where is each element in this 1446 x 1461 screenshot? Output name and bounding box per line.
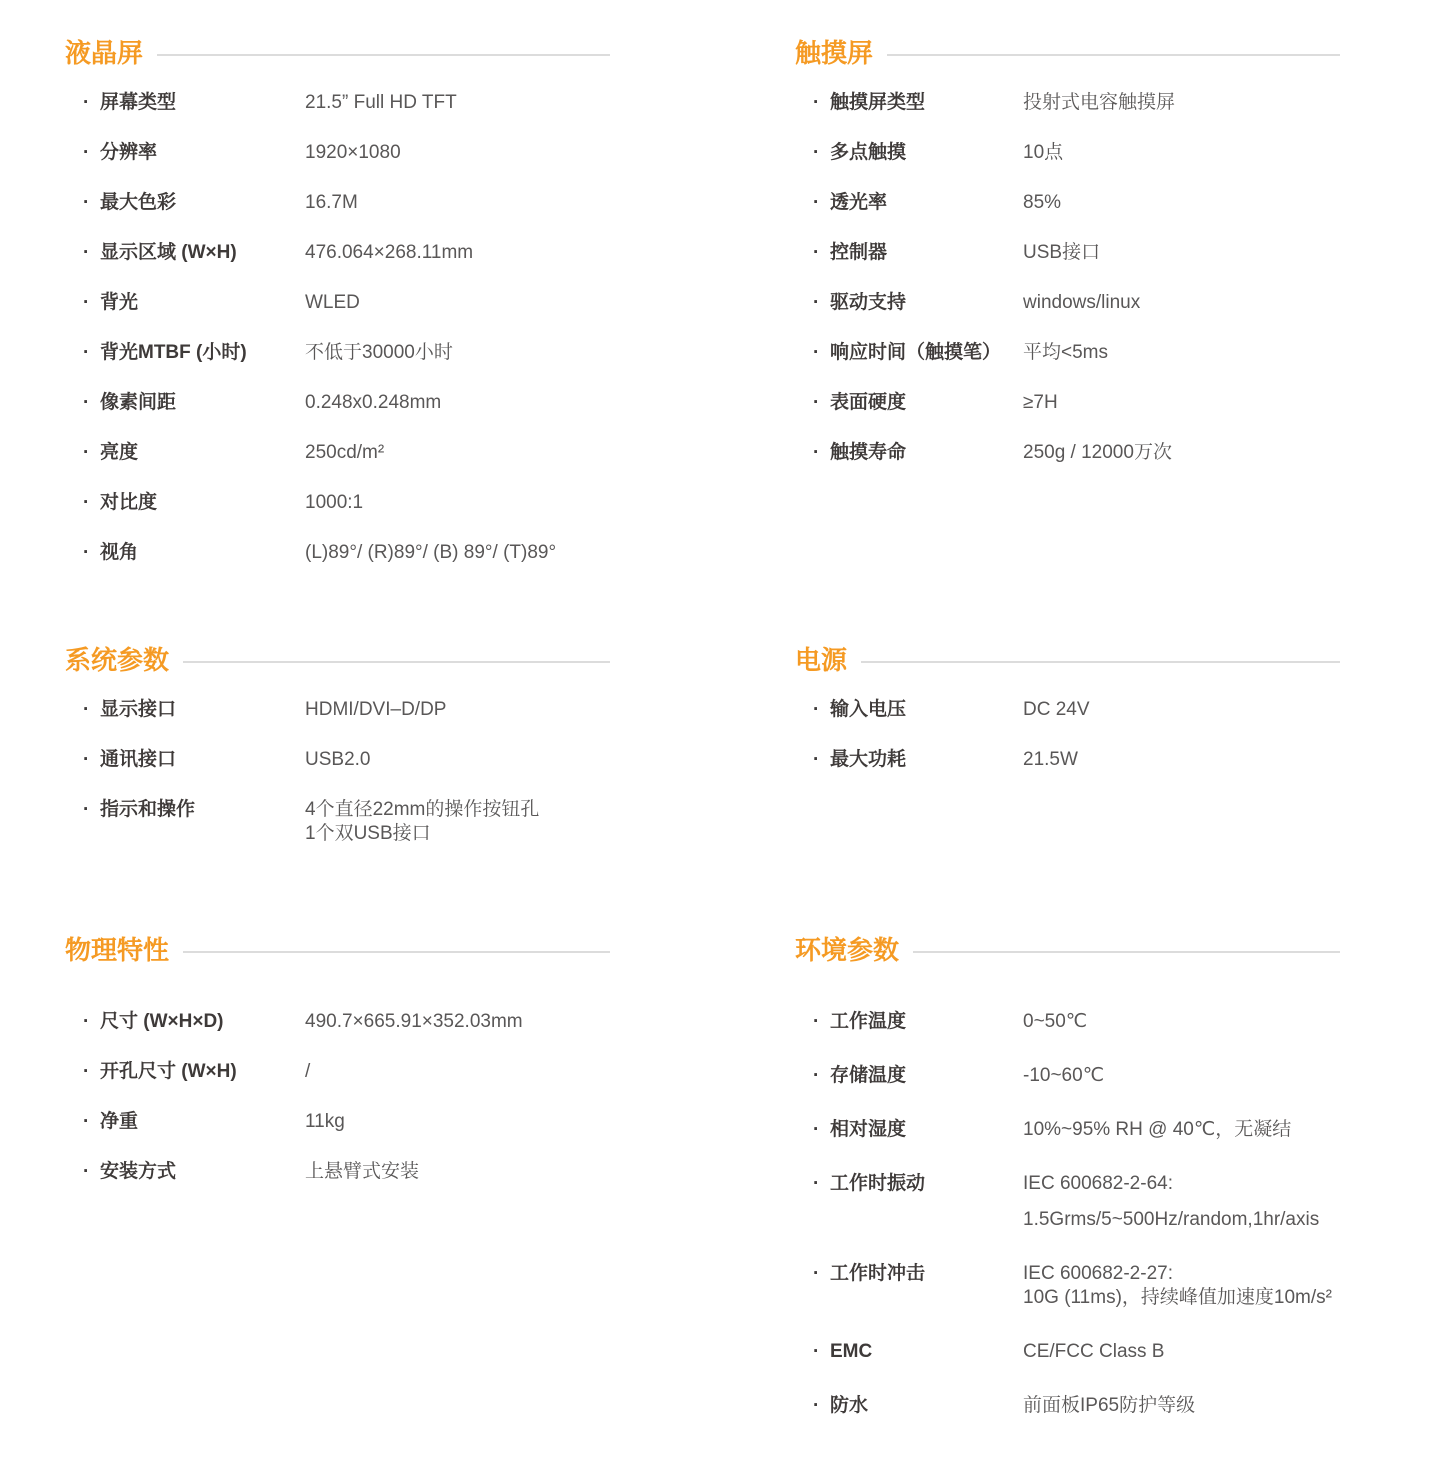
spec-row <box>795 242 1340 266</box>
spec-label: 驱动支持 <box>830 292 907 313</box>
bullet-icon: · <box>813 749 820 770</box>
spec-value-line: 前面板IP65防护等级 <box>1023 1395 1196 1416</box>
spec-value <box>1023 1119 1340 1143</box>
bullet-icon: · <box>813 292 820 313</box>
spec-row <box>795 342 1340 366</box>
bullet-icon: · <box>813 342 820 363</box>
divider-line <box>183 661 610 663</box>
bullet-icon: · <box>813 1011 820 1032</box>
spec-value-line: 1920×1080 <box>305 142 401 163</box>
spec-value <box>305 799 610 847</box>
spec-value <box>305 1011 610 1035</box>
spec-row <box>65 142 610 166</box>
spec-label: 安装方式 <box>100 1161 177 1182</box>
spec-value <box>305 242 610 266</box>
section-power <box>795 645 1340 799</box>
spec-value-line: 4个直径22mm的操作按钮孔 <box>305 799 540 820</box>
spec-value-line: 平均<5ms <box>1023 342 1108 363</box>
spec-row <box>65 799 610 847</box>
spec-value-line: 10点 <box>1023 142 1064 163</box>
spec-label: 亮度 <box>100 442 139 463</box>
spec-label: 触摸屏类型 <box>830 92 926 113</box>
spec-row <box>795 1395 1340 1419</box>
spec-label: 工作时冲击 <box>830 1263 926 1284</box>
section-header <box>65 645 610 675</box>
section-header <box>65 935 610 965</box>
divider-line <box>157 54 610 56</box>
section-title: 触摸屏 <box>795 38 874 68</box>
spec-value <box>1023 192 1340 216</box>
spec-value <box>1023 242 1340 266</box>
spec-row <box>65 192 610 216</box>
spec-value-line: WLED <box>305 292 360 313</box>
section-title: 液晶屏 <box>65 38 144 68</box>
bullet-icon: · <box>83 1161 90 1182</box>
spec-value-line: 490.7×665.91×352.03mm <box>305 1011 523 1032</box>
spec-label: 开孔尺寸 (W×H) <box>100 1061 237 1082</box>
bullet-icon: · <box>813 1119 820 1140</box>
bullet-icon: · <box>83 799 90 820</box>
divider-line <box>913 951 1340 953</box>
spec-row <box>795 749 1340 773</box>
bullet-icon: · <box>813 192 820 213</box>
bullet-icon: · <box>83 1111 90 1132</box>
spec-value <box>1023 699 1340 723</box>
spec-label: 指示和操作 <box>100 799 196 820</box>
spec-value <box>305 1061 610 1085</box>
spec-row <box>795 442 1340 466</box>
spec-value <box>1023 142 1340 166</box>
spec-value <box>1023 1263 1340 1311</box>
spec-row <box>795 1011 1340 1035</box>
spec-label: 相对湿度 <box>830 1119 907 1140</box>
section-title: 电源 <box>795 645 848 675</box>
spec-value-line: 10%~95% RH @ 40℃，无凝结 <box>1023 1119 1292 1140</box>
spec-value-line: IEC 600682-2-27: <box>1023 1263 1173 1284</box>
spec-value-line: DC 24V <box>1023 699 1090 720</box>
section-header <box>795 645 1340 675</box>
spec-row <box>795 699 1340 723</box>
spec-row <box>795 1341 1340 1365</box>
spec-label: 响应时间（触摸笔） <box>830 342 1002 363</box>
spec-value-line: 21.5” Full HD TFT <box>305 92 457 113</box>
spec-value-line: IEC 600682-2-64: <box>1023 1173 1173 1194</box>
spec-value-line: 476.064×268.11mm <box>305 242 474 263</box>
spec-label: 显示接口 <box>100 699 177 720</box>
spec-row <box>795 92 1340 116</box>
bullet-icon: · <box>83 242 90 263</box>
spec-label: 尺寸 (W×H×D) <box>100 1011 224 1032</box>
spec-value-line: 21.5W <box>1023 749 1078 770</box>
spec-label: 表面硬度 <box>830 392 907 413</box>
spec-row <box>795 292 1340 316</box>
spec-label: 背光MTBF (小时) <box>100 342 247 363</box>
spec-label: 通讯接口 <box>100 749 177 770</box>
spec-label: 净重 <box>100 1111 139 1132</box>
section-env <box>795 935 1340 1449</box>
spec-row <box>65 442 610 466</box>
spec-row <box>65 242 610 266</box>
spec-value-line: 85% <box>1023 192 1062 213</box>
spec-value <box>1023 1011 1340 1035</box>
spec-value <box>305 292 610 316</box>
spec-label: 对比度 <box>100 492 158 513</box>
spec-label: 最大功耗 <box>830 749 907 770</box>
spec-value-line: 16.7M <box>305 192 358 213</box>
spec-value <box>1023 342 1340 366</box>
spec-value <box>305 92 610 116</box>
spec-value <box>305 142 610 166</box>
bullet-icon: · <box>813 242 820 263</box>
bullet-icon: · <box>83 142 90 163</box>
section-touch <box>795 38 1340 492</box>
spec-row <box>65 749 610 773</box>
spec-value <box>305 342 610 366</box>
spec-value <box>1023 392 1340 416</box>
spec-value-line: 250g / 12000万次 <box>1023 442 1172 463</box>
spec-row <box>65 1061 610 1085</box>
spec-row <box>65 292 610 316</box>
section-physical <box>65 935 610 1211</box>
spec-label: 最大色彩 <box>100 192 177 213</box>
spec-row <box>65 342 610 366</box>
bullet-icon: · <box>83 492 90 513</box>
bullet-icon: · <box>83 1061 90 1082</box>
spec-row <box>65 1011 610 1035</box>
divider-line <box>861 661 1340 663</box>
section-header <box>795 38 1340 68</box>
bullet-icon: · <box>83 1011 90 1032</box>
bullet-icon: · <box>83 342 90 363</box>
spec-label: 屏幕类型 <box>100 92 177 113</box>
spec-value <box>305 699 610 723</box>
section-title: 系统参数 <box>65 645 170 675</box>
spec-value-line: ≥7H <box>1023 392 1058 413</box>
spec-value <box>305 492 610 516</box>
spec-value <box>1023 749 1340 773</box>
spec-value-line: 1.5Grms/5~500Hz/random,1hr/axis <box>1023 1209 1320 1230</box>
spec-label: 工作时振动 <box>830 1173 926 1194</box>
spec-row <box>795 1263 1340 1311</box>
bullet-icon: · <box>813 392 820 413</box>
spec-label: 多点触摸 <box>830 142 907 163</box>
spec-row <box>65 1161 610 1185</box>
spec-row <box>795 1119 1340 1143</box>
bullet-icon: · <box>813 142 820 163</box>
spec-value <box>305 1161 610 1185</box>
section-header <box>65 38 610 68</box>
section-title: 环境参数 <box>795 935 900 965</box>
section-lcd <box>65 38 610 592</box>
bullet-icon: · <box>83 392 90 413</box>
spec-value-line: 投射式电容触摸屏 <box>1023 92 1176 113</box>
bullet-icon: · <box>813 1395 820 1416</box>
spec-value-line: 0.248x0.248mm <box>305 392 442 413</box>
spec-row <box>795 392 1340 416</box>
spec-value-line: / <box>305 1061 311 1082</box>
spec-label: 防水 <box>830 1395 869 1416</box>
spec-value-line: HDMI/DVI–D/DP <box>305 699 447 720</box>
spec-label: 输入电压 <box>830 699 907 720</box>
spec-row <box>795 192 1340 216</box>
bullet-icon: · <box>83 92 90 113</box>
spec-value-line: 11kg <box>305 1111 345 1132</box>
bullet-icon: · <box>813 92 820 113</box>
spec-value <box>1023 1341 1340 1365</box>
bullet-icon: · <box>813 442 820 463</box>
section-system <box>65 645 610 873</box>
spec-value <box>305 392 610 416</box>
spec-label: 存储温度 <box>830 1065 907 1086</box>
bullet-icon: · <box>83 192 90 213</box>
bullet-icon: · <box>813 1263 820 1284</box>
spec-value-line: (L)89°/ (R)89°/ (B) 89°/ (T)89° <box>305 542 557 563</box>
spec-value-line: USB2.0 <box>305 749 371 770</box>
spec-label: 视角 <box>100 542 139 563</box>
spec-label: 像素间距 <box>100 392 177 413</box>
spec-row <box>65 542 610 566</box>
spec-value <box>305 1111 610 1135</box>
spec-value <box>1023 292 1340 316</box>
bullet-icon: · <box>83 292 90 313</box>
spec-value <box>305 542 610 566</box>
spec-label: EMC <box>830 1341 873 1362</box>
spec-value-line: 10G (11ms)，持续峰值加速度10m/s² <box>1023 1287 1332 1308</box>
spec-label: 背光 <box>100 292 139 313</box>
spec-value-line: -10~60℃ <box>1023 1065 1105 1086</box>
spec-label: 显示区域 (W×H) <box>100 242 237 263</box>
spec-value-line: USB接口 <box>1023 242 1101 263</box>
spec-row <box>65 92 610 116</box>
spec-value <box>305 192 610 216</box>
spec-value <box>1023 1395 1340 1419</box>
spec-value-line: 不低于30000小时 <box>305 342 453 363</box>
bullet-icon: · <box>83 442 90 463</box>
spec-row <box>65 699 610 723</box>
section-header <box>795 935 1340 965</box>
bullet-icon: · <box>83 699 90 720</box>
spec-value <box>1023 92 1340 116</box>
spec-label: 透光率 <box>830 192 888 213</box>
spec-label: 分辨率 <box>100 142 158 163</box>
spec-label: 触摸寿命 <box>830 442 907 463</box>
bullet-icon: · <box>83 749 90 770</box>
spec-value <box>1023 1173 1340 1233</box>
spec-row <box>795 1173 1340 1233</box>
bullet-icon: · <box>813 1065 820 1086</box>
section-title: 物理特性 <box>65 935 170 965</box>
spec-value-line: 1个双USB接口 <box>305 823 431 844</box>
spec-value <box>1023 442 1340 466</box>
spec-value-line: CE/FCC Class B <box>1023 1341 1165 1362</box>
divider-line <box>183 951 610 953</box>
spec-label: 工作温度 <box>830 1011 907 1032</box>
spec-value-line: 1000:1 <box>305 492 364 513</box>
spec-value-line: 0~50℃ <box>1023 1011 1088 1032</box>
divider-line <box>887 54 1340 56</box>
spec-label: 控制器 <box>830 242 888 263</box>
spec-row <box>65 492 610 516</box>
spec-row <box>65 392 610 416</box>
spec-value <box>1023 1065 1340 1089</box>
spec-row <box>795 1065 1340 1089</box>
spec-value-line: 250cd/m² <box>305 442 385 463</box>
spec-value <box>305 442 610 466</box>
bullet-icon: · <box>813 699 820 720</box>
bullet-icon: · <box>813 1173 820 1194</box>
spec-row <box>65 1111 610 1135</box>
bullet-icon: · <box>813 1341 820 1362</box>
bullet-icon: · <box>83 542 90 563</box>
spec-value-line: 上悬臂式安装 <box>305 1161 420 1182</box>
spec-value <box>305 749 610 773</box>
spec-value-line: windows/linux <box>1023 292 1141 313</box>
spec-row <box>795 142 1340 166</box>
